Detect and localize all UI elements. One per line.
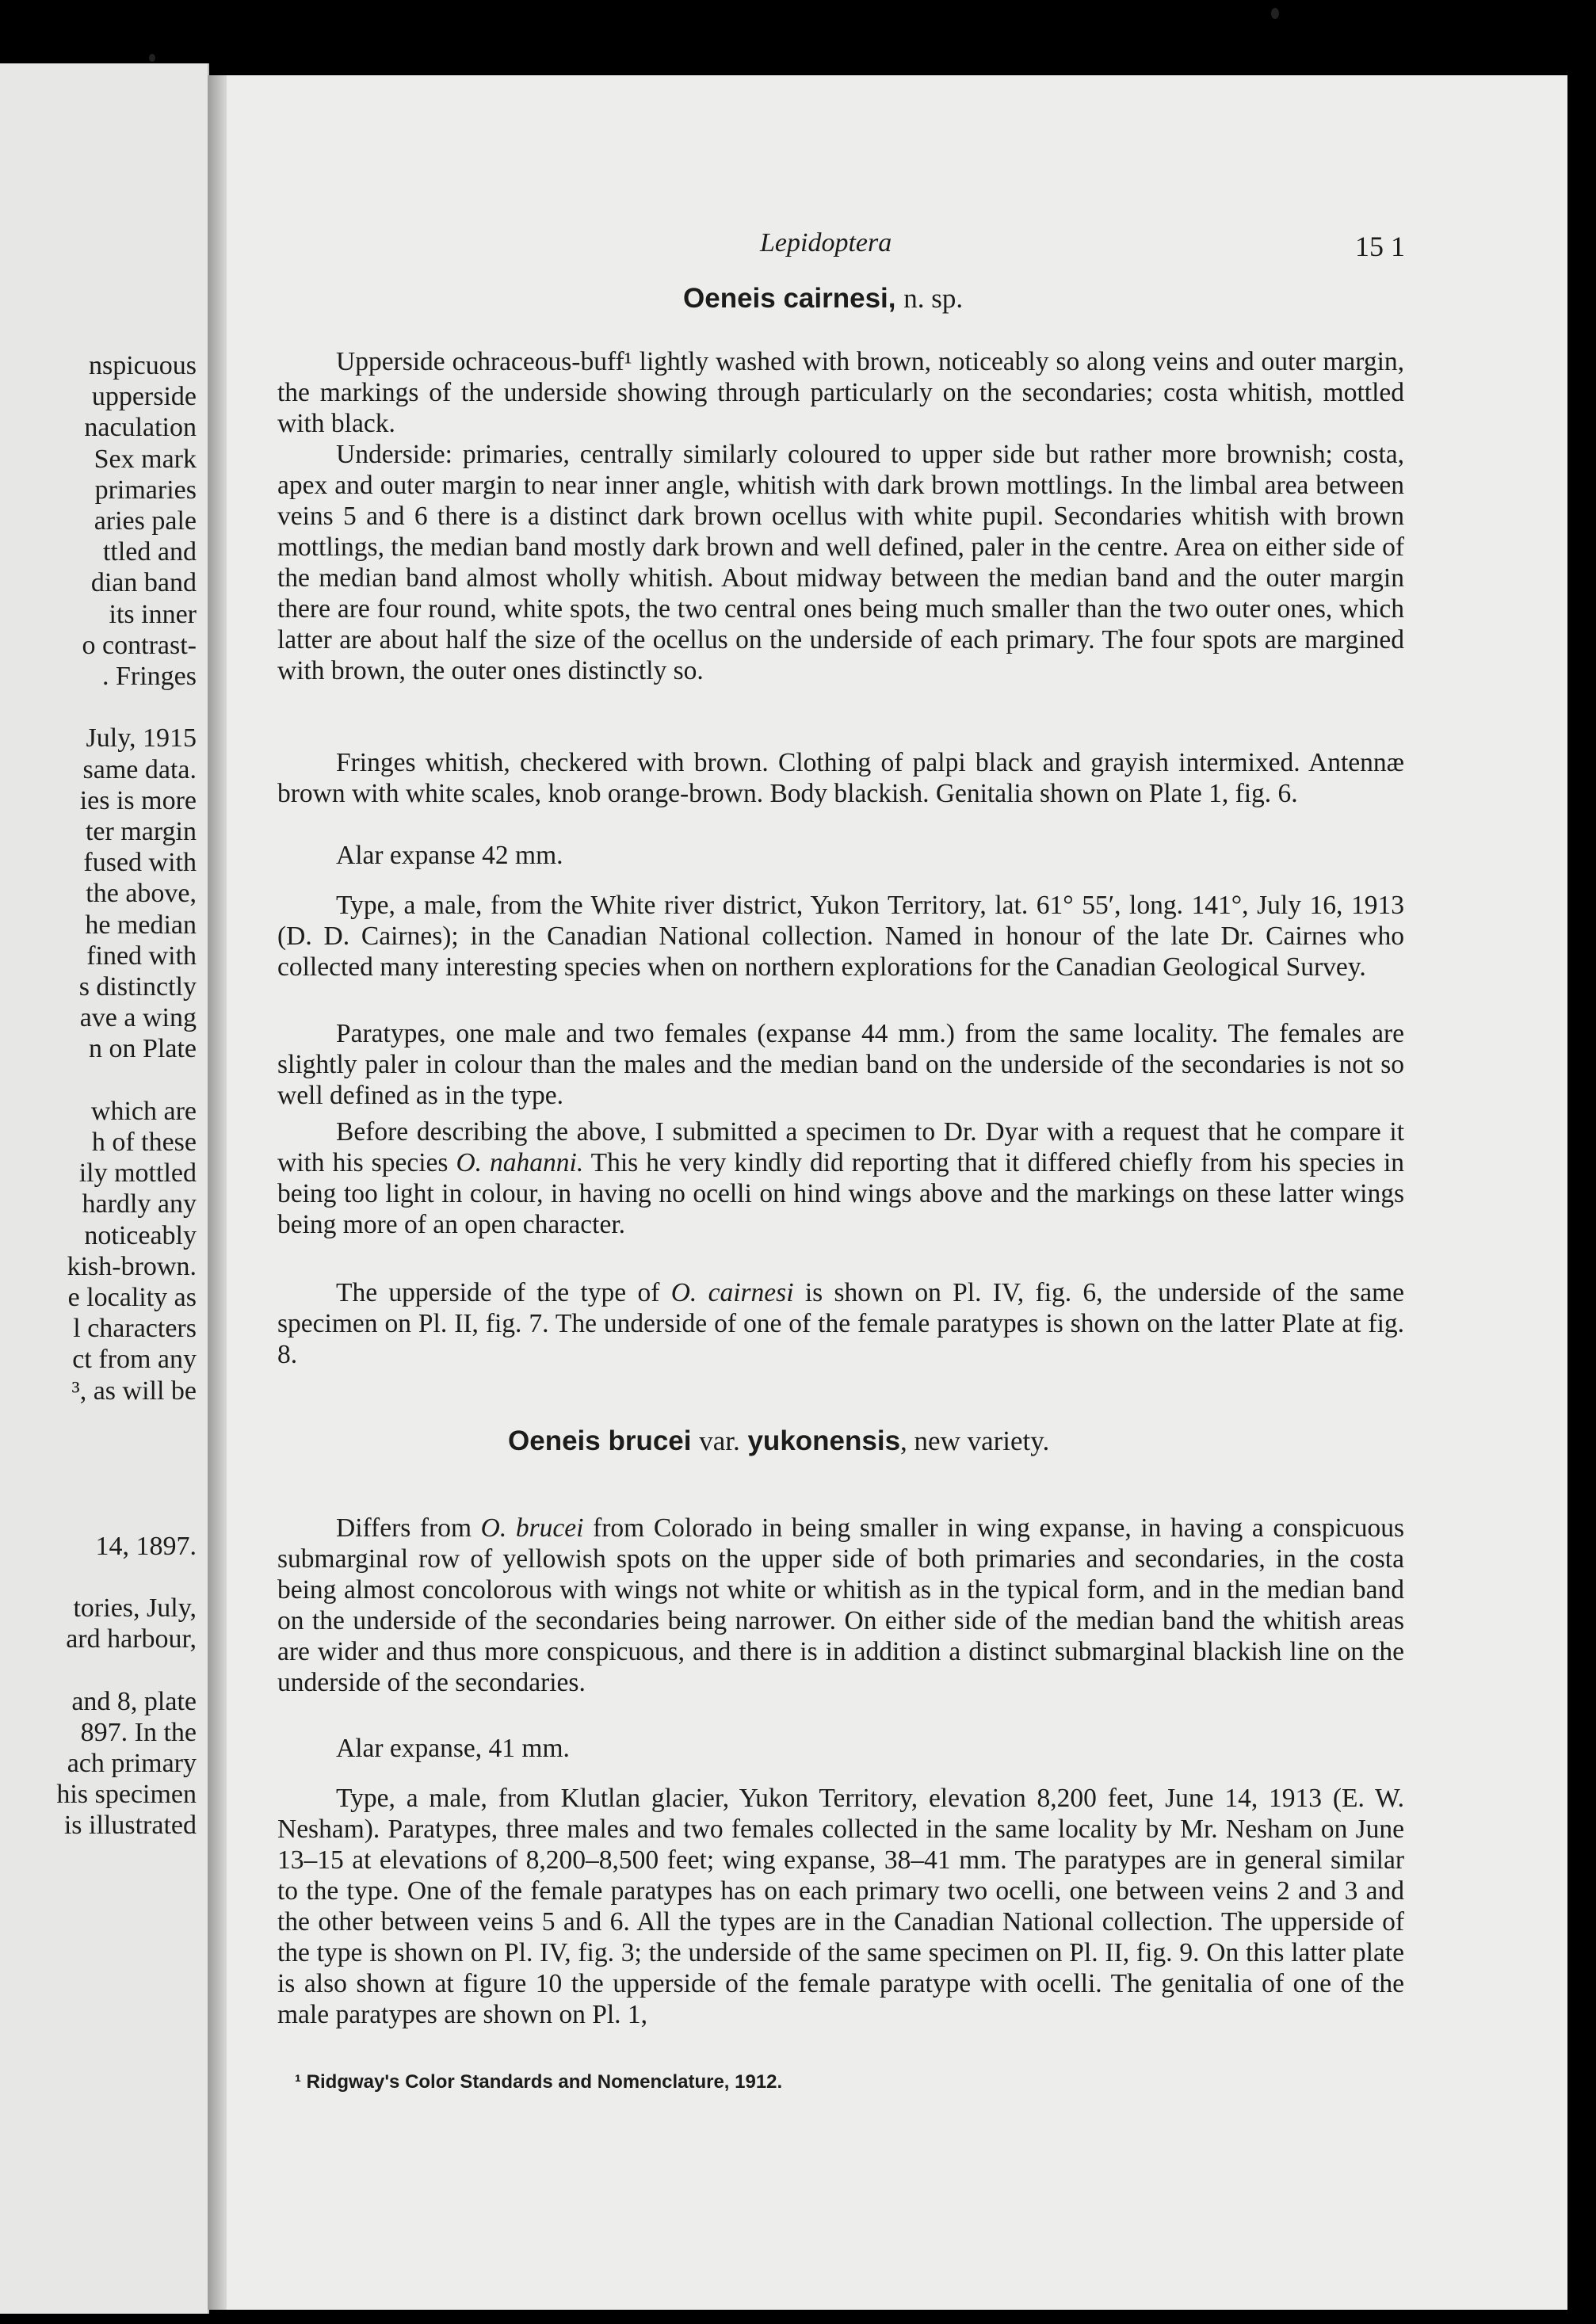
species-reference: O. brucei — [480, 1513, 584, 1543]
left-page-fragment-line: n on Plate — [89, 1034, 197, 1064]
species-heading-cairnesi — [683, 283, 963, 315]
footnote: ¹ Ridgway's Color Standards and Nomenclature, 1912. — [295, 2071, 783, 2093]
text-run: This he very kindly did reporting that it differed chiefly from his species in being too light in colour, in having no ocelli on hind wings above and the markings on these latter wings being more of an open character. — [277, 1148, 1404, 1239]
paragraph-underside: Underside: primaries, centrally similarly coloured to upper side but rather more brownish; costa, apex and outer margin to near inner angle, whitish with dark brown mottlings. In the limbal area between veins 5 and 6 there is a distinct dark brown ocellus with white pupil. Secondaries whitish with brown mottlings, the median band mostly dark brown and well defined, paler in the centre. Area on either side of the median band almost wholly whitish. About midway between the median band and the outer margin there are four round, white spots, the two central ones being much smaller than the two outer ones, which latter are about half the size of the ocellus on the underside of each primary. The four spots are margined with brown, the outer ones distinctly so. — [277, 440, 1404, 685]
left-page-fragment-line: 14, 1897. — [95, 1531, 197, 1561]
left-page-fragment-line: same data. — [82, 754, 197, 784]
left-page-fragment-line: he median — [85, 910, 197, 940]
left-page-fragment-line: h of these — [91, 1128, 197, 1157]
left-page-fragment-line: nspicuous — [89, 351, 197, 380]
scan-speck — [149, 54, 155, 62]
paragraph-type-2: Type, a male, from Klutlan glacier, Yukon Territory, elevation 8,200 feet, June 14, 1913 (E. W. Nesham). Paratypes, three males and two females collected in the same locality by Mr. Nesham on June 13–15 at elevations of 8,200–8,500 feet; wing expanse, 38–41 mm. The paratypes are in general similar to the type. One of the female paratypes has on each primary two ocelli, one between veins 2 and 3 and the other between veins 5 and 6. All the types are in the Canadian National collection. The upperside of the type is shown on Pl. IV, fig. 3; the underside of the same specimen on Pl. II, fig. 9. On this latter plate is also shown at figure 10 the upperside of the female paratype with ocelli. The genitalia of one of the male paratypes are shown on Pl. 1, — [277, 1784, 1404, 2029]
left-page-fragment-line: its inner — [109, 599, 197, 629]
text-run: Differs from — [336, 1513, 481, 1543]
left-page-fragment-line: o contrast- — [82, 630, 197, 660]
species-heading-yukonensis — [508, 1425, 1049, 1457]
left-page-fragment-line: aries pale — [94, 506, 197, 536]
right-page — [227, 75, 1567, 2310]
text-run: is shown on Pl. IV, fig. 6, the underside of the same specimen on Pl. II, fig. 7. The underside of one of the female paratypes is shown on the latter Plate at fig. 8. — [277, 1278, 1404, 1369]
variety-name: yukonensis — [747, 1425, 901, 1456]
left-page-fragment-line: Sex mark — [94, 444, 197, 474]
left-page-fragment-line: primaries — [94, 475, 197, 505]
paragraph-alar-expanse-2: Alar expanse, 41 mm. — [336, 1734, 570, 1763]
paragraph-fringes: Fringes whitish, checkered with brown. Clothing of palpi black and grayish intermixed. Antennæ brown with white scales, knob orange-brown. Body blackish. Genitalia shown on Plate 1, fig. 6. — [277, 748, 1404, 808]
left-page-fragment-line: 897. In the — [80, 1717, 197, 1747]
left-page-fragment-line: . Fringes — [102, 662, 197, 691]
left-page-fragment-line: fused with — [83, 848, 197, 878]
scan-speck — [1271, 8, 1279, 19]
left-page-fragment-line: s distinctly — [78, 972, 197, 1002]
running-head: Lepidoptera — [760, 228, 892, 258]
left-facing-page — [0, 63, 209, 2314]
left-page-fragment-line: ies is more — [79, 785, 197, 815]
species-name: Oeneis brucei — [508, 1425, 692, 1456]
left-page-fragment-line: July, 1915 — [86, 723, 197, 754]
page-number: 15 1 — [1355, 231, 1405, 262]
paragraph-alar-expanse: Alar expanse 42 mm. — [336, 841, 563, 870]
left-page-fragment-line: is illustrated — [63, 1811, 197, 1841]
paragraph-type: Type, a male, from the White river district, Yukon Territory, lat. 61° 55′, long. 141°, July 16, 1913 (D. D. Cairnes); in the Canadian National collection. Named in honour of the late Dr. Cairnes who collected many interesting species when on northern explorations for the Canadian Geological Survey. — [277, 891, 1404, 982]
paragraph-plates — [277, 1277, 1404, 1370]
left-page-fragment-line: ttled and — [102, 537, 197, 567]
paragraph-differs — [277, 1513, 1404, 1698]
paragraph-upperside: Upperside ochraceous-buff¹ lightly washed with brown, noticeably so along veins and outer margin, the markings of the underside showing through particularly on the secondaries; costa whitish, mottled with black. — [277, 347, 1404, 438]
text-run: from Colorado in being smaller in wing expanse, in having a conspicuous submarginal row of yellowish spots on the upper side of both primaries and secondaries, in the costa being almost concolorous with wings not white or whitish as in the typical form, and in the median band on the underside of the secondaries being narrower. On either side of the median band the whitish areas are wider and thus more conspicuous, and there is in addition a distinct submarginal blackish line on the underside of the secondaries. — [277, 1513, 1404, 1697]
species-status: n. sp. — [903, 283, 964, 314]
text-run: The upperside of the type of — [336, 1278, 671, 1307]
left-page-fragment-line: his specimen — [56, 1780, 197, 1810]
species-reference: O. cairnesi — [670, 1278, 794, 1307]
book-gutter — [208, 75, 227, 2310]
left-page-fragment-line: noticeably — [84, 1220, 197, 1250]
species-reference: O. nahanni. — [456, 1148, 584, 1177]
left-page-fragment-line: ily mottled — [78, 1158, 197, 1189]
left-page-fragment-line: tories, July, — [73, 1593, 197, 1623]
species-var: var. — [699, 1425, 740, 1456]
left-page-fragment-line: and 8, plate — [71, 1686, 197, 1716]
left-page-fragment-line: ach primary — [67, 1749, 197, 1778]
left-page-fragment-line: ter margin — [85, 817, 197, 846]
left-page-fragment-line: fined with — [86, 941, 197, 971]
left-page-fragment-line: e locality as — [67, 1283, 197, 1312]
left-page-fragment-line: ³, as will be — [71, 1376, 197, 1406]
left-page-fragment-line: hardly any — [82, 1189, 197, 1219]
left-page-fragment-line: naculation — [84, 413, 197, 443]
text-run: Before describing the above, I submitted a specimen to Dr. Dyar with a request that he compare it with his species — [277, 1117, 1404, 1177]
left-page-fragment-line: l characters — [73, 1314, 197, 1344]
left-page-fragment-line: the above, — [86, 879, 197, 909]
left-page-fragment-line: ard harbour, — [66, 1624, 197, 1654]
left-page-fragment-line: ave a wing — [79, 1003, 197, 1033]
variety-status: , new variety. — [900, 1425, 1050, 1456]
left-page-fragment-line: kish-brown. — [67, 1251, 197, 1281]
paragraph-dyar — [277, 1116, 1404, 1240]
left-page-fragment-line: dian band — [90, 568, 197, 598]
left-page-fragment-line: upperside — [91, 382, 197, 412]
left-page-fragment-line: which are — [90, 1096, 197, 1126]
paragraph-paratypes: Paratypes, one male and two females (expanse 44 mm.) from the same locality. The females are slightly paler in colour than the males and the median band on the underside of the secondaries is not so well defined as in the type. — [277, 1019, 1404, 1110]
species-name: Oeneis cairnesi, — [683, 283, 896, 314]
left-page-fragment-line: ct from any — [72, 1345, 197, 1375]
